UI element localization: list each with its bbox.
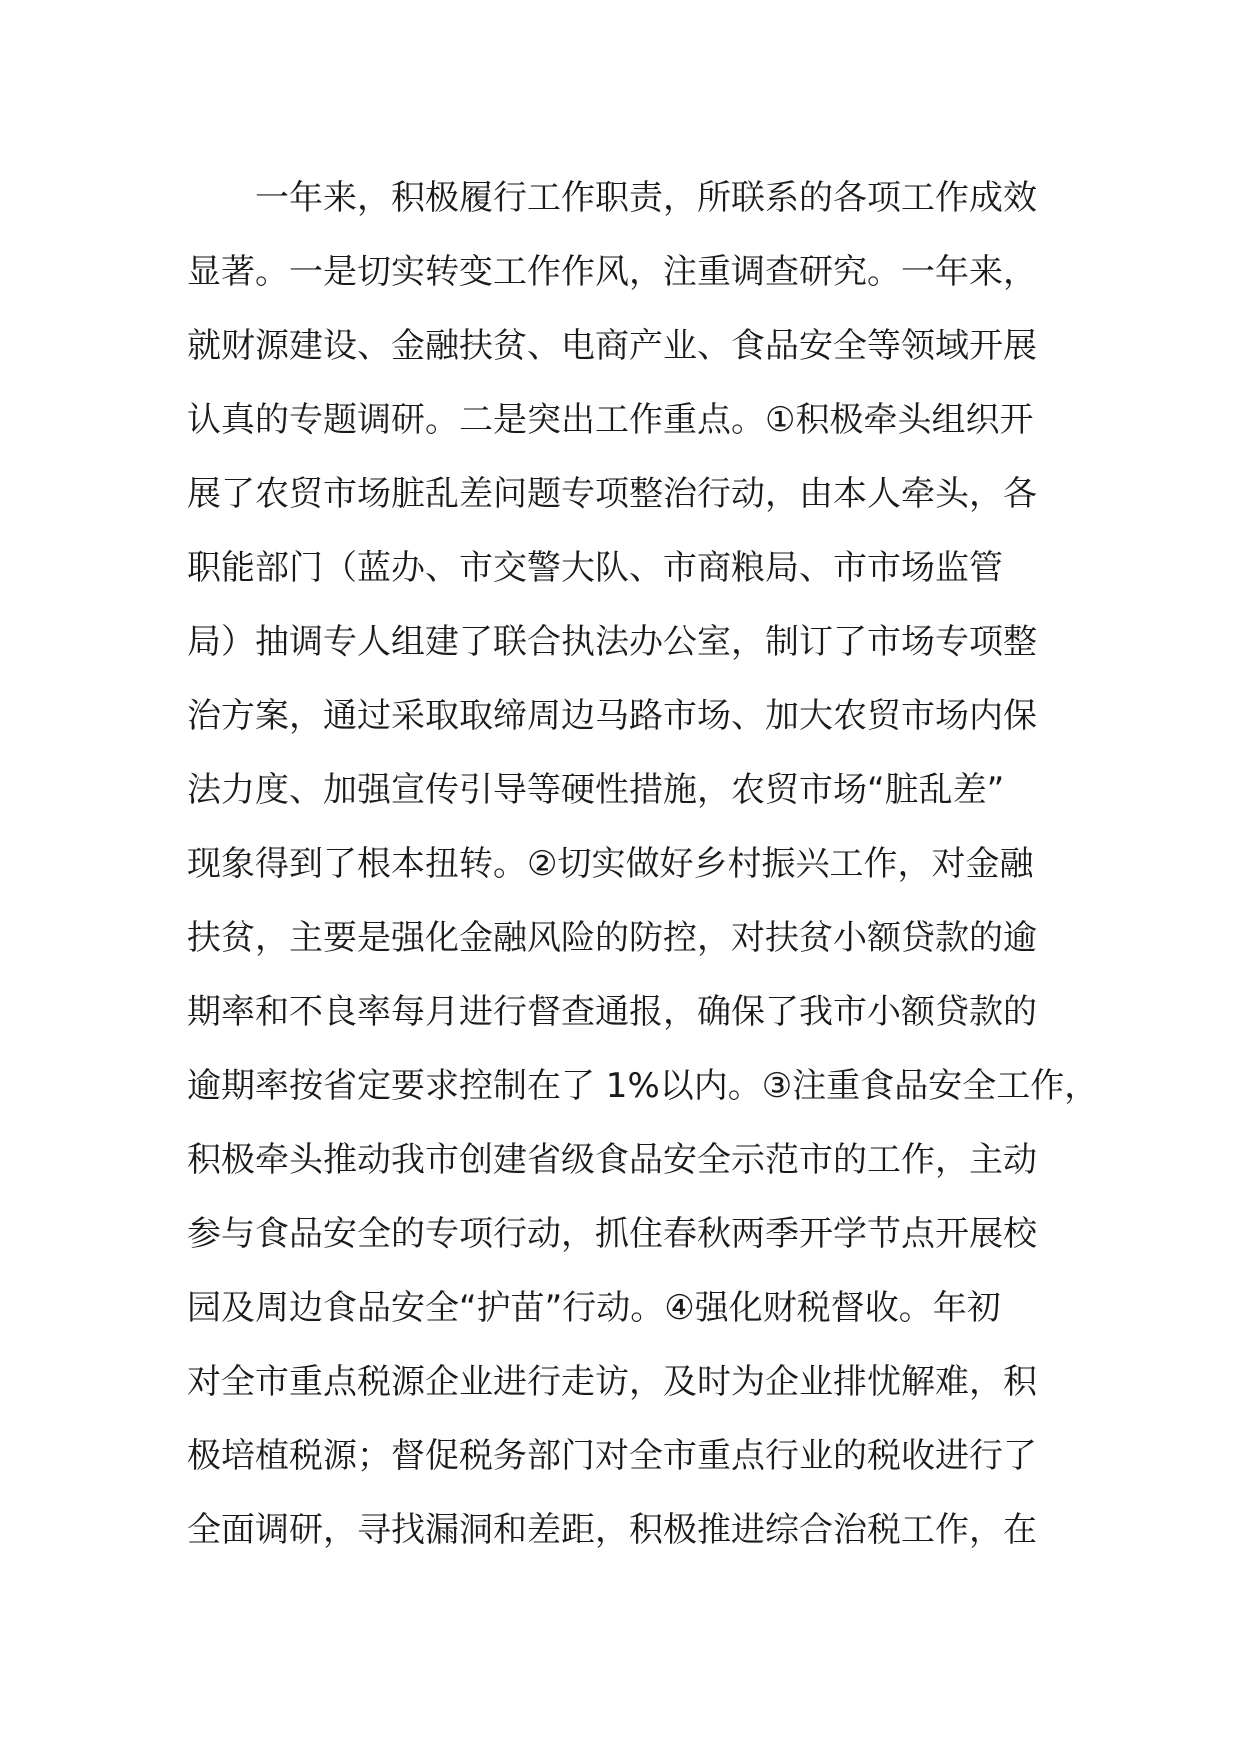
text-line: 对全市重点税源企业进行走访，及时为企业排忧解难，积 xyxy=(187,1362,1037,1402)
text-line: 一年来，积极履行工作职责，所联系的各项工作成效 xyxy=(255,178,1037,218)
text-line: 参与食品安全的专项行动，抓住春秋两季开学节点开展校 xyxy=(187,1214,1037,1254)
text-line: 园及周边食品安全“护苗”行动。④强化财税督收。年初 xyxy=(187,1288,1001,1328)
text-line: 积极牵头推动我市创建省级食品安全示范市的工作，主动 xyxy=(187,1140,1037,1180)
text-line: 展了农贸市场脏乱差问题专项整治行动，由本人牵头，各 xyxy=(187,474,1037,514)
text-line: 逾期率按省定要求控制在了 1%以内。③注重食品安全工作， xyxy=(187,1066,1099,1106)
text-line: 治方案，通过采取取缔周边马路市场、加大农贸市场内保 xyxy=(187,696,1037,736)
text-line: 极培植税源；督促税务部门对全市重点行业的税收进行了 xyxy=(187,1436,1037,1476)
body-paragraph xyxy=(187,168,1099,1574)
text-line: 法力度、加强宣传引导等硬性措施，农贸市场“脏乱差” xyxy=(187,770,1005,810)
text-line: 期率和不良率每月进行督查通报，确保了我市小额贷款的 xyxy=(187,992,1037,1032)
text-line: 现象得到了根本扭转。②切实做好乡村振兴工作，对金融 xyxy=(187,844,1034,884)
text-line: 显著。一是切实转变工作作风，注重调查研究。一年来， xyxy=(187,252,1037,292)
text-line: 扶贫，主要是强化金融风险的防控，对扶贫小额贷款的逾 xyxy=(187,918,1037,958)
text-line: 全面调研，寻找漏洞和差距，积极推进综合治税工作，在 xyxy=(187,1510,1037,1550)
text-line: 局）抽调专人组建了联合执法办公室，制订了市场专项整 xyxy=(187,622,1037,662)
text-line: 认真的专题调研。二是突出工作重点。①积极牵头组织开 xyxy=(187,400,1034,440)
text-line: 职能部门（蓝办、市交警大队、市商粮局、市市场监管 xyxy=(187,548,1003,588)
text-line: 就财源建设、金融扶贫、电商产业、食品安全等领域开展 xyxy=(187,326,1037,366)
